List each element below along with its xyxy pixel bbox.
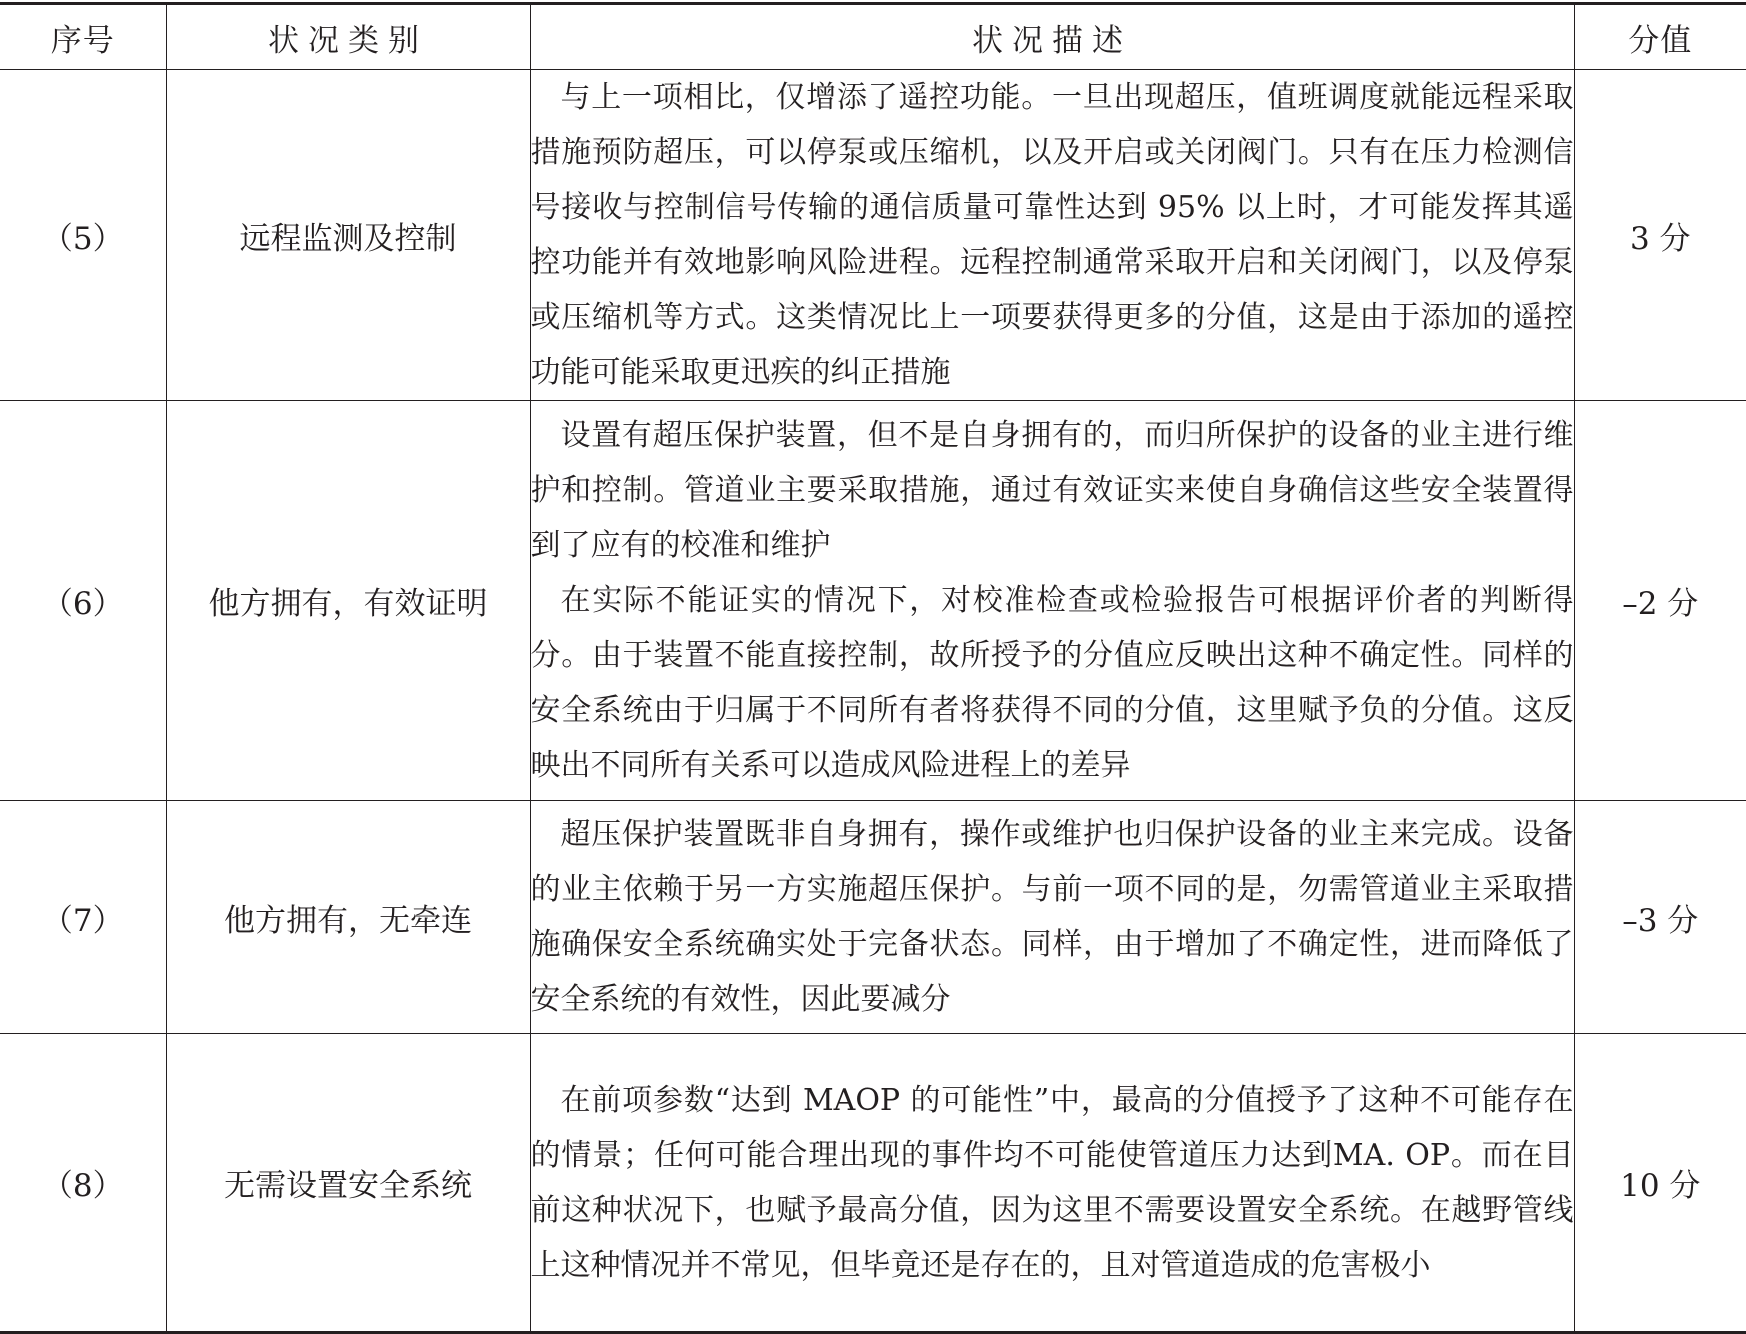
row-number: （7） xyxy=(0,801,166,1034)
row-category: 他方拥有，有效证明 xyxy=(166,401,530,801)
row-number: （8） xyxy=(0,1034,166,1333)
row-score: –3 分 xyxy=(1574,801,1746,1034)
header-category: 状况类别 xyxy=(166,4,530,70)
description-paragraph: 设置有超压保护装置，但不是自身拥有的，而归所保护的设备的业主进行维护和控制。管道业主要采取措施，通过有效证实来使自身确信这些安全装置得到了应有的校准和维护 xyxy=(530,418,1574,563)
safety-system-score-table xyxy=(0,2,1746,1334)
table-header-row xyxy=(0,4,1746,70)
table-row xyxy=(0,401,1746,801)
header-score: 分值 xyxy=(1574,4,1746,70)
row-category: 无需设置安全系统 xyxy=(166,1034,530,1333)
description-paragraph: 在前项参数“达到 MAOP 的可能性”中，最高的分值授予了这种不可能存在的情景；任何可能合理出现的事件均不可能使管道压力达到MA. OP。而在目前这种状况下，也赋予最高分值，因为这里不需要设置安全系统。在越野管线上这种情况并不常见，但毕竟还是存在的，且对管道造成的危害极小 xyxy=(530,1082,1574,1283)
row-description xyxy=(530,70,1574,401)
row-score: 3 分 xyxy=(1574,70,1746,401)
table-row xyxy=(0,801,1746,1034)
row-number: （5） xyxy=(0,70,166,401)
row-number: （6） xyxy=(0,401,166,801)
description-paragraph: 与上一项相比，仅增添了遥控功能。一旦出现超压，值班调度就能远程采取措施预防超压，可以停泵或压缩机，以及开启或关闭阀门。只有在压力检测信号接收与控制信号传输的通信质量可靠性达到 95% 以上时，才可能发挥其遥控功能并有效地影响风险进程。远程控制通常采取开启和关闭阀门，以及停泵或压缩机等方式。这类情况比上一项要获得更多的分值，这是由于添加的遥控功能可能采取更迅疾的纠正措施 xyxy=(530,80,1574,390)
row-description xyxy=(530,401,1574,801)
header-description: 状况描述 xyxy=(530,4,1574,70)
row-score: –2 分 xyxy=(1574,401,1746,801)
description-paragraph: 超压保护装置既非自身拥有，操作或维护也归保护设备的业主来完成。设备的业主依赖于另一方实施超压保护。与前一项不同的是，勿需管道业主采取措施确保安全系统确实处于完备状态。同样，由于增加了不确定性，进而降低了安全系统的有效性，因此要减分 xyxy=(530,817,1574,1017)
table-row xyxy=(0,1034,1746,1333)
description-paragraph: 在实际不能证实的情况下，对校准检查或检验报告可根据评价者的判断得分。由于装置不能直接控制，故所授予的分值应反映出这种不确定性。同样的安全系统由于归属于不同所有者将获得不同的分值，这里赋予负的分值。这反映出不同所有关系可以造成风险进程上的差异 xyxy=(530,583,1574,783)
table-row xyxy=(0,70,1746,401)
header-number: 序号 xyxy=(0,4,166,70)
row-score: 10 分 xyxy=(1620,1168,1701,1204)
row-category: 远程监测及控制 xyxy=(166,70,530,401)
row-description xyxy=(530,1034,1574,1333)
row-description xyxy=(530,801,1574,1034)
row-category: 他方拥有，无牵连 xyxy=(166,801,530,1034)
